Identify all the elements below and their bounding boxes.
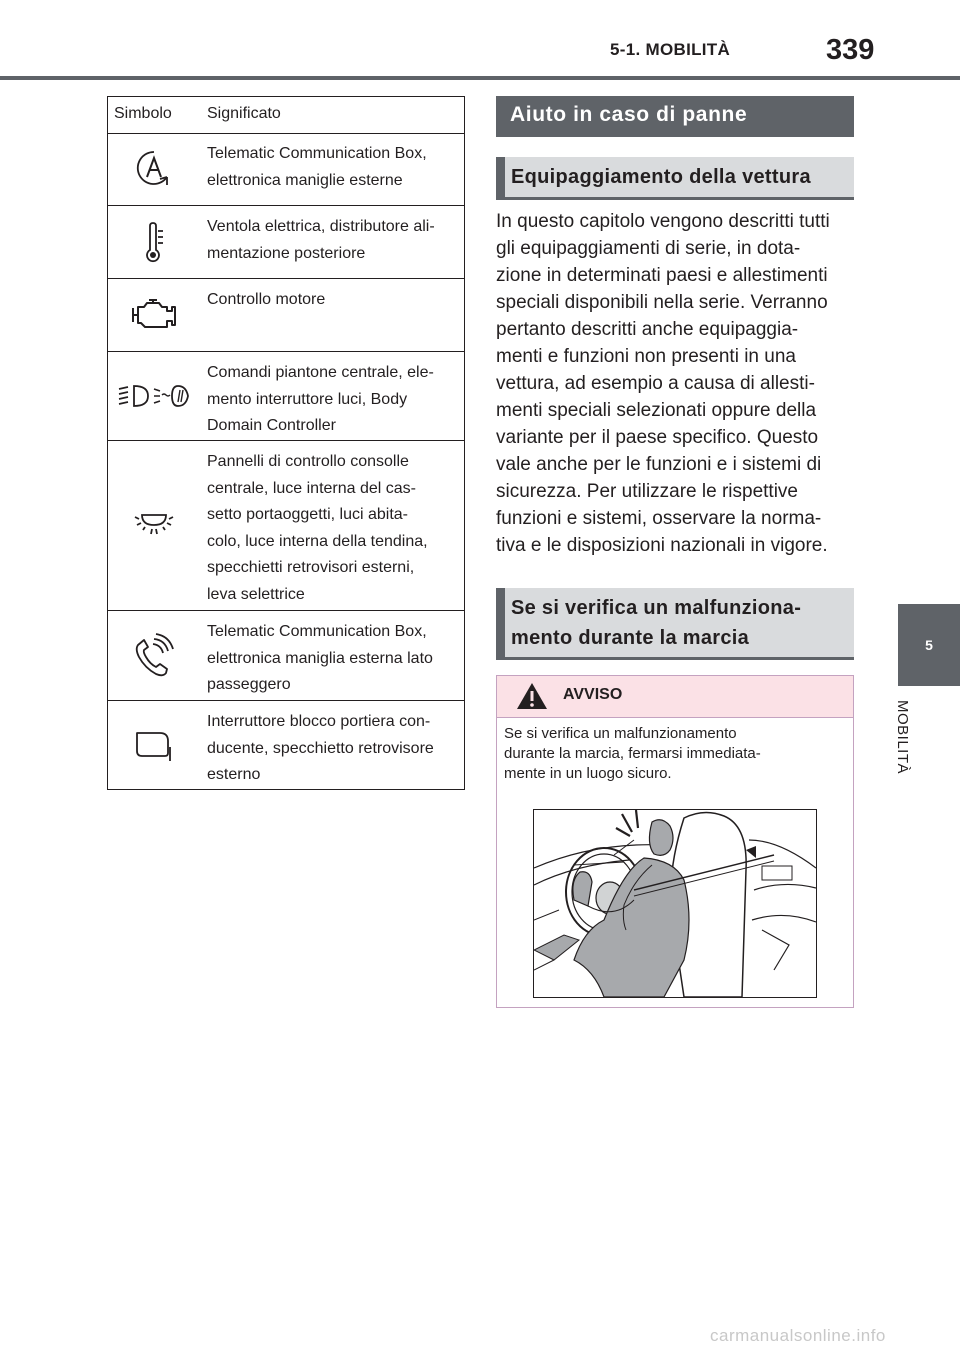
paragraph-line: zione in determinati paesi e allestimenti: [496, 265, 828, 286]
warning-text-line: mente in un luogo sicuro.: [504, 765, 672, 782]
paragraph-line: pertanto descritti anche equipaggia-: [496, 319, 799, 340]
warning-text-line: durante la marcia, fermarsi immediata-: [504, 745, 761, 762]
row-text-line: Interruttore blocco portiera con-: [207, 713, 431, 730]
driver-pain-illustration: [533, 809, 817, 998]
row-text-line: leva selettrice: [207, 585, 305, 603]
col-meaning-header: Significato: [207, 105, 281, 122]
warning-triangle-icon: [515, 681, 549, 716]
paragraph-line: variante per il paese specifico. Questo: [496, 427, 819, 448]
subsection-underline: [496, 197, 854, 200]
row-text-line: Telematic Communication Box,: [207, 145, 427, 162]
subsection-title: [511, 593, 801, 653]
section-header: 5-1. MOBILITÀ: [610, 40, 731, 59]
warning-text-line: Se si verifica un malfunzionamento: [504, 725, 737, 742]
thermometer-icon: [108, 206, 200, 278]
warning-header: [497, 676, 853, 718]
paragraph-line: gli equipaggiamenti di serie, in dota-: [496, 238, 801, 259]
chapter-tab-label: MOBILITÀ: [894, 700, 911, 775]
table-row: [108, 441, 464, 611]
paragraph-line: sicurezza. Per utilizzare le rispettive: [496, 481, 798, 502]
subsection-underline: [496, 657, 854, 660]
table-row: [108, 701, 464, 789]
subsection-title: Equipaggiamento della vettura: [511, 166, 811, 188]
row-text-line: passeggero: [207, 676, 291, 693]
row-text-line: elettronica maniglie esterne: [207, 171, 403, 189]
row-text-line: esterno: [207, 766, 261, 783]
row-text-line: mento interruttore luci, Body: [207, 390, 408, 408]
paragraph-line: menti e funzioni non presenti in una: [496, 346, 796, 367]
paragraph-line: funzioni e sistemi, osservare la norma-: [496, 508, 822, 529]
warning-title: AVVISO: [563, 686, 623, 703]
header-divider: [0, 76, 960, 80]
col-symbol-header: Simbolo: [114, 105, 172, 122]
row-text-line: specchietti retrovisori esterni,: [207, 559, 415, 576]
auto-hold-a-icon: [108, 133, 200, 205]
paragraph-line: menti speciali selezionati oppure della: [496, 400, 817, 421]
row-text-line: ducente, specchietto retrovisore: [207, 739, 434, 757]
watermark: carmanualsonline.info: [710, 1326, 886, 1345]
paragraph-line: tiva e le disposizioni nazionali in vigore.: [496, 535, 828, 556]
table-row: [108, 611, 464, 701]
table-header: [108, 97, 464, 134]
subsection-title-bar: [496, 157, 854, 200]
row-text-line: Telematic Communication Box,: [207, 623, 427, 640]
paragraph-line: vale anche per le funzioni e i sistemi di: [496, 454, 822, 475]
table-row: [108, 352, 464, 441]
symbols-table: [107, 96, 465, 790]
row-text-line: setto portaoggetti, luci abita-: [207, 506, 409, 523]
row-text-line: Comandi piantone centrale, ele-: [207, 364, 434, 381]
paragraph-line: vettura, ad esempio a causa di allesti-: [496, 373, 815, 394]
row-text-line: Pannelli di controllo consolle: [207, 453, 409, 470]
warning-box: [496, 675, 854, 1008]
mirror-icon: [108, 701, 200, 789]
row-text-line: colo, luce interna della tendina,: [207, 532, 428, 550]
page-number: 339: [826, 34, 875, 66]
subsection-title-line: mento durante la marcia: [511, 627, 750, 649]
engine-icon: [108, 279, 200, 351]
headlight-foglight-icon: [108, 352, 200, 440]
row-text-line: centrale, luce interna del cas-: [207, 479, 416, 497]
row-text-line: elettronica maniglia esterna lato: [207, 649, 433, 667]
table-row: [108, 206, 464, 279]
section-title-bar: [496, 96, 854, 137]
chapter-tab-label-wrap: [894, 700, 940, 800]
interior-light-icon: [108, 441, 200, 610]
section-title: Aiuto in caso di panne: [510, 103, 748, 126]
chapter-tab[interactable]: 5: [898, 604, 960, 686]
row-text-line: Ventola elettrica, distributore ali-: [207, 218, 435, 235]
row-text-line: Controllo motore: [207, 291, 326, 308]
warning-text: [504, 724, 834, 784]
paragraph-line: In questo capitolo vengono descritti tutti: [496, 211, 830, 232]
paragraph-line: speciali disponibili nella serie. Verranno: [496, 292, 828, 313]
subsection-title-bar: [496, 588, 854, 660]
table-row: [108, 279, 464, 352]
phone-call-icon: [108, 611, 200, 700]
subsection-title-line: Se si verifica un malfunziona-: [511, 597, 802, 619]
row-text-line: mentazione posteriore: [207, 244, 366, 262]
intro-paragraph: [496, 208, 856, 559]
table-row: [108, 133, 464, 206]
row-text-line: Domain Controller: [207, 417, 336, 434]
